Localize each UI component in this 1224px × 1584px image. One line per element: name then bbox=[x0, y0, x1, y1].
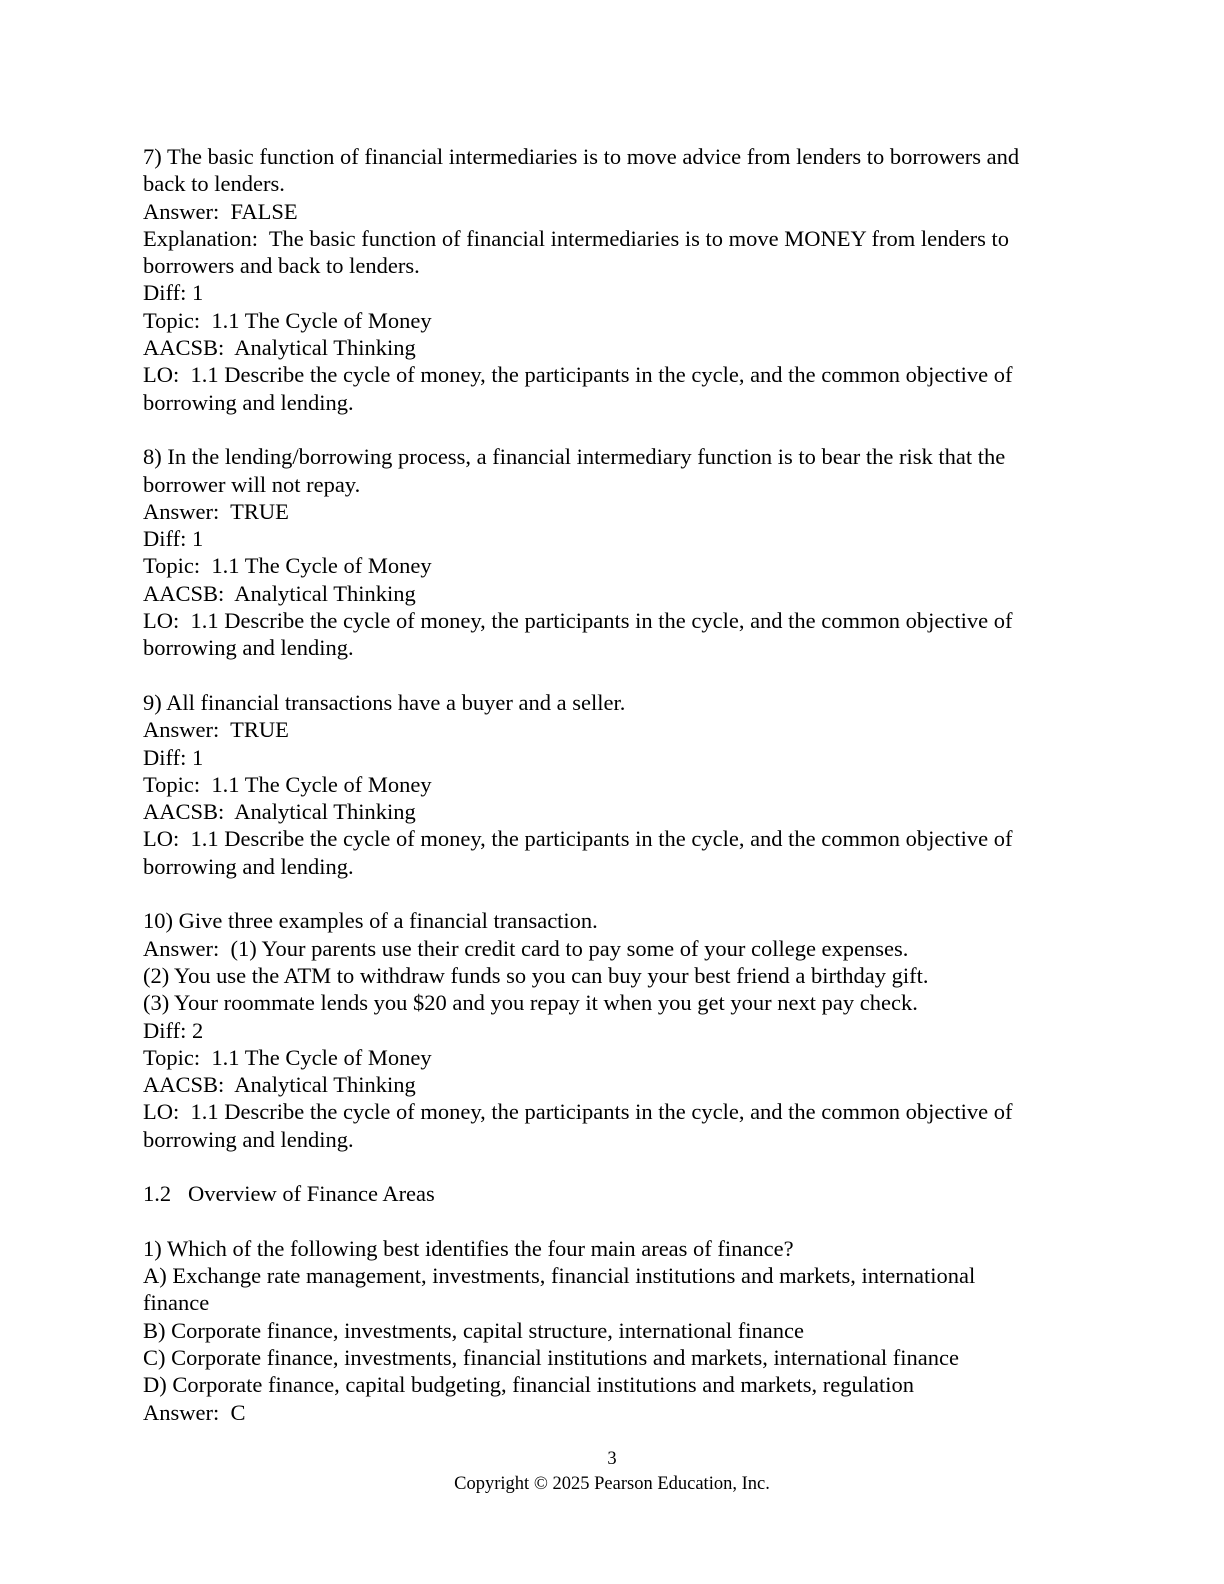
answer: Answer: FALSE bbox=[143, 198, 298, 224]
question-block bbox=[143, 689, 1083, 880]
option-b: B) Corporate finance, investments, capital structure, international finance bbox=[143, 1317, 805, 1343]
aacsb: AACSB: Analytical Thinking bbox=[143, 1072, 416, 1098]
question-block bbox=[143, 143, 1083, 416]
explanation: Explanation: The basic function of financial intermediaries is to move MONEY from lenders to bbox=[143, 225, 1010, 251]
question-text: 10) Give three examples of a financial transaction. bbox=[143, 908, 598, 934]
option-a: finance bbox=[143, 1290, 210, 1316]
learning-objective: LO: 1.1 Describe the cycle of money, the participants in the cycle, and the common objective of bbox=[143, 1099, 1013, 1125]
answer: Answer: TRUE bbox=[143, 717, 289, 743]
answer: Answer: C bbox=[143, 1399, 246, 1425]
answer: Answer: TRUE bbox=[143, 498, 289, 524]
topic: Topic: 1.1 The Cycle of Money bbox=[143, 771, 432, 797]
spacer bbox=[143, 416, 1083, 443]
document-body bbox=[143, 143, 1083, 1426]
page-number: 3 bbox=[607, 1449, 617, 1469]
question-block bbox=[143, 1235, 1083, 1426]
question-text: 7) The basic function of financial intermediaries is to move advice from lenders to borrowers and bbox=[143, 144, 1020, 169]
answer: (3) Your roommate lends you $20 and you repay it when you get your next pay check. bbox=[143, 990, 918, 1016]
topic: Topic: 1.1 The Cycle of Money bbox=[143, 1044, 432, 1070]
learning-objective: borrowing and lending. bbox=[143, 1126, 354, 1152]
option-d: D) Corporate finance, capital budgeting, financial institutions and markets, regulation bbox=[143, 1372, 915, 1398]
question-block bbox=[143, 443, 1083, 661]
section-heading: 1.2 Overview of Finance Areas bbox=[143, 1181, 435, 1207]
learning-objective: borrowing and lending. bbox=[143, 389, 354, 415]
option-c: C) Corporate finance, investments, financial institutions and markets, international finance bbox=[143, 1345, 960, 1371]
answer: Answer: (1) Your parents use their credit card to pay some of your college expenses. bbox=[143, 935, 909, 961]
difficulty: Diff: 1 bbox=[143, 526, 204, 552]
question-text: back to lenders. bbox=[143, 171, 285, 197]
learning-objective: LO: 1.1 Describe the cycle of money, the participants in the cycle, and the common objective of bbox=[143, 608, 1013, 634]
aacsb: AACSB: Analytical Thinking bbox=[143, 799, 416, 825]
spacer bbox=[143, 1208, 1083, 1235]
spacer bbox=[143, 1153, 1083, 1180]
question-text: 9) All financial transactions have a buyer and a seller. bbox=[143, 689, 626, 715]
learning-objective: borrowing and lending. bbox=[143, 635, 354, 661]
answer: (2) You use the ATM to withdraw funds so you can buy your best friend a birthday gift. bbox=[143, 962, 929, 988]
spacer bbox=[143, 662, 1083, 689]
learning-objective: LO: 1.1 Describe the cycle of money, the participants in the cycle, and the common objective of bbox=[143, 826, 1013, 852]
explanation: borrowers and back to lenders. bbox=[143, 253, 420, 279]
learning-objective: borrowing and lending. bbox=[143, 853, 354, 879]
aacsb: AACSB: Analytical Thinking bbox=[143, 580, 416, 606]
spacer bbox=[143, 880, 1083, 907]
question-text: borrower will not repay. bbox=[143, 471, 361, 497]
question-text: 1) Which of the following best identifies the four main areas of finance? bbox=[143, 1235, 794, 1261]
difficulty: Diff: 1 bbox=[143, 744, 204, 770]
copyright-notice: Copyright © 2025 Pearson Education, Inc. bbox=[454, 1474, 770, 1494]
option-a: A) Exchange rate management, investments, financial institutions and markets, international bbox=[143, 1263, 976, 1289]
topic: Topic: 1.1 The Cycle of Money bbox=[143, 307, 432, 333]
topic: Topic: 1.1 The Cycle of Money bbox=[143, 553, 432, 579]
difficulty: Diff: 2 bbox=[143, 1017, 204, 1043]
aacsb: AACSB: Analytical Thinking bbox=[143, 335, 416, 361]
difficulty: Diff: 1 bbox=[143, 280, 204, 306]
learning-objective: LO: 1.1 Describe the cycle of money, the participants in the cycle, and the common objective of bbox=[143, 362, 1013, 388]
question-text: 8) In the lending/borrowing process, a financial intermediary function is to bear the risk that the bbox=[143, 444, 1006, 470]
question-block bbox=[143, 907, 1083, 1153]
